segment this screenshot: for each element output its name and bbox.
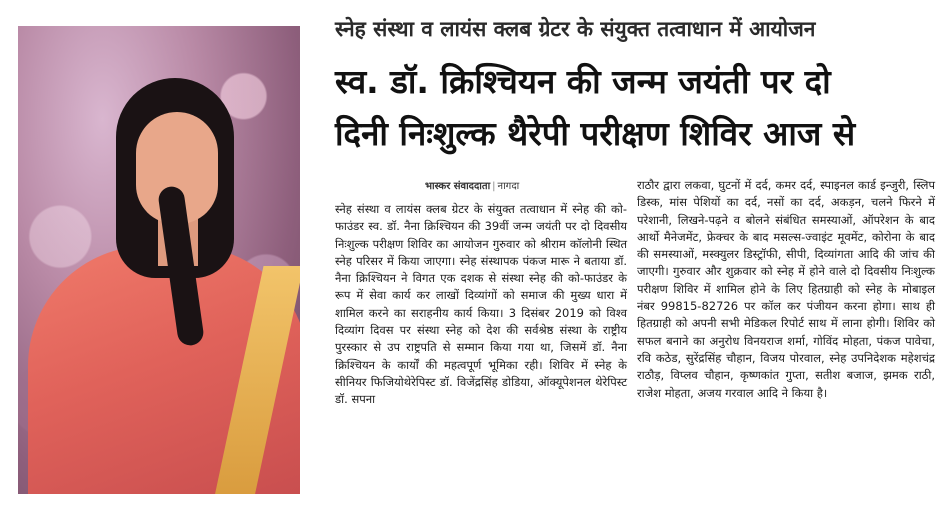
article-column-1: स्नेह संस्था व लायंस क्लब ग्रेटर के संयुक्त तत्वाधान में स्नेह की को-फाउंडर स्व. डॉ. नैना क्रिश्चियन की 39वीं जन्म जयंती पर दो दिवसीय निःशुल्क परीक्षण शिविर का आयोजन गुरुवार को श्रीराम कॉलोनी स्थित स्नेह परिसर में किया जाएगा। स्नेह संस्थापक पंकज मारू ने बताया डॉ. नैना क्रिश्चियन ने विगत एक दशक से संस्था स्नेह की को-फाउंडर के रूप में सेवा कार्य कर लाखों दिव्यांगों को समाज की मुख्य धारा में शामिल करने का सराहनीय कार्य किया। 3 दिसंबर 2019 को विश्व दिव्यांग दिवस पर संस्था स्नेह को देश की सर्वश्रेष्ठ संस्था के राष्ट्रीय पुरस्कार से उप राष्ट्रपति से सम्मान किया गया था, जिसमें डॉ. नैना क्रिश्चियन के कार्यों की महत्वपूर्ण भूमिका रही। शिविर में स्नेह के सीनियर फिजियोथेरेपिस्ट डॉ. विजेंद्रसिंह डोडिया, ऑक्यूपेशनल थेरेपिस्ट डॉ. सपना xyxy=(335,202,627,407)
news-article xyxy=(325,0,935,511)
article-column-2: राठौर द्वारा लकवा, घुटनों में दर्द, कमर दर्द, स्पाइनल कार्ड इन्जुरी, स्लिप डिस्क, मांस पेशियों का दर्द, नसों का दर्द, अकड़न, चलने फिरने में परेशानी, लिखने-पढ़ने व बोलने संबंधित समस्याओं, ऑपरेशन के बाद आर्थो मैनेजमेंट, फ्रेक्चर के बाद मसल्स-ज्वाइंट मूवमेंट, कोरोना के बाद की समस्याओं, मस्क्युलर डिस्ट्रॉफी, सीपी, दिव्यांगता आदि की जांच की जाएगी। गुरुवार और शुक्रवार को स्नेह में होने वाले दो दिवसीय निःशुल्क परीक्षण शिविर में शामिल होने के लिए हितग्राही को स्नेह के मोबाइल नंबर 99815-82726 पर कॉल कर पंजीयन करना होगा। साथ ही हितग्राही को अपनी सभी मेडिकल रिपोर्ट साथ में लाना होगी। शिविर को सफल बनाने का अनुरोध विनयराज शर्मा, गोविंद मोहता, पंकज पावेचा, रवि कठेड, सुरेंद्रसिंह चौहान, विजय पोरवाल, स्नेह उपनिदेशक महेशचंद्र राठौड़, विप्लव चौहान, कृष्णकांत गुप्ता, सतीश बजाज, झमक राठी, राजेश मोहता, अजय गरवाल आदि ने किया है। xyxy=(637,178,935,400)
byline-reporter: भास्कर संवाददाता xyxy=(425,181,491,192)
article-headline xyxy=(335,56,930,160)
article-byline: भास्कर संवाददाता | नागदा xyxy=(425,181,520,192)
portrait-photo xyxy=(18,26,300,494)
article-kicker: स्नेह संस्था व लायंस क्लब ग्रेटर के संयुक्त तत्वाधान में आयोजन xyxy=(335,16,816,41)
byline-location: नागदा xyxy=(497,181,520,192)
headline-line-1: स्व. डॉ. क्रिश्चियन की जन्म जयंती पर दो xyxy=(335,62,831,101)
headline-line-2: दिनी निःशुल्क थैरेपी परीक्षण शिविर आज से xyxy=(335,114,856,153)
